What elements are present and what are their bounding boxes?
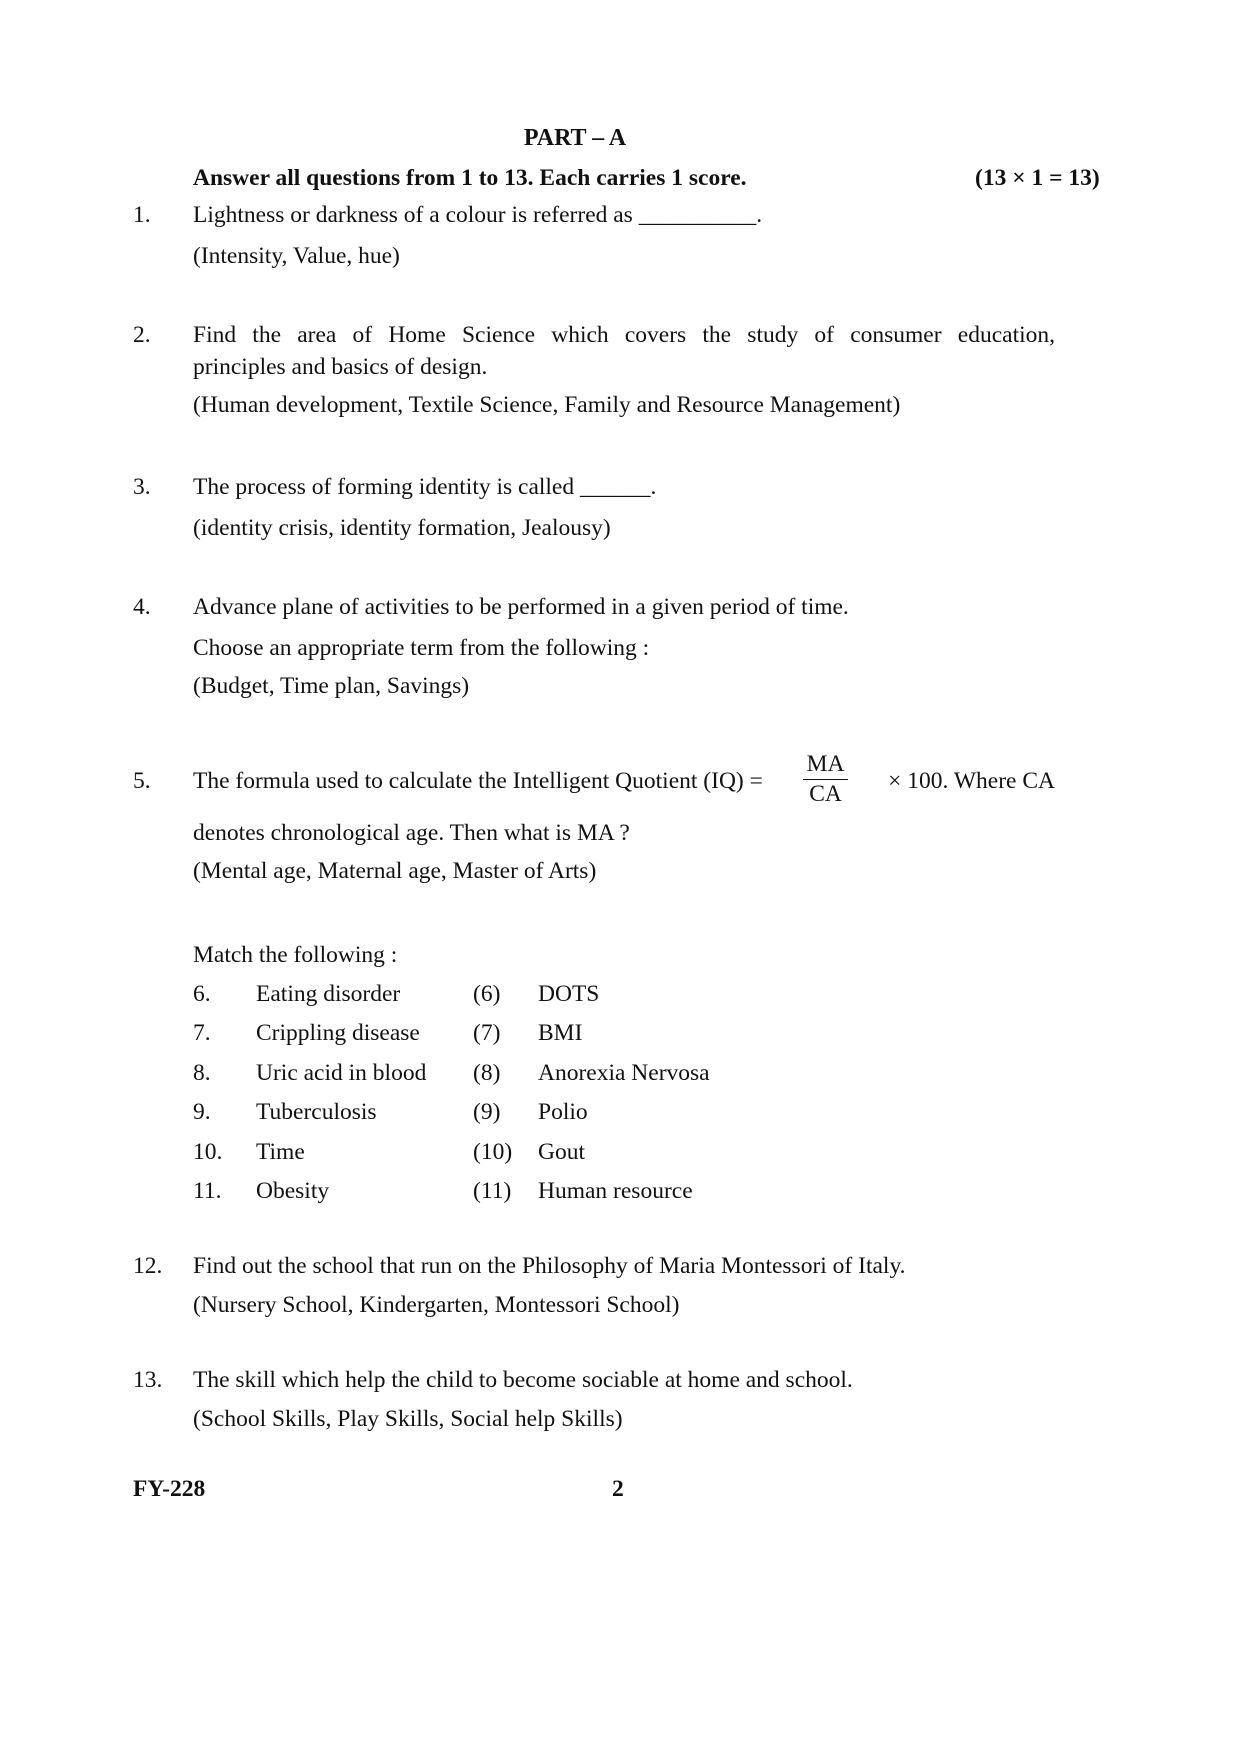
question-text-continued: principles and basics of design.	[193, 353, 488, 380]
fraction-numerator: MA	[803, 750, 849, 780]
question-options: (School Skills, Play Skills, Social help Skills)	[193, 1405, 623, 1432]
paper-code: FY-228	[133, 1476, 206, 1502]
match-left-number: 11.	[193, 1178, 222, 1204]
question-options: (Intensity, Value, hue)	[193, 242, 400, 269]
match-left-item: Obesity	[256, 1178, 330, 1204]
match-left-number: 6.	[193, 981, 211, 1007]
match-left-number: 10.	[193, 1139, 223, 1165]
question-text: Advance plane of activities to be performed in a given period of time.	[193, 594, 849, 620]
question-number: 4.	[133, 594, 151, 620]
question-options: (Mental age, Maternal age, Master of Arts)	[193, 858, 597, 885]
question-number: 5.	[133, 768, 151, 794]
match-right-number: (9)	[473, 1099, 501, 1125]
question-text: The formula used to calculate the Intelligent Quotient (IQ) =	[193, 768, 763, 795]
question-number: 3.	[133, 474, 151, 500]
match-right-item: Anorexia Nervosa	[538, 1060, 710, 1086]
question-instruction: Choose an appropriate term from the following :	[193, 634, 650, 661]
question-text: The skill which help the child to become sociable at home and school.	[193, 1367, 853, 1393]
match-left-number: 8.	[193, 1060, 211, 1086]
match-right-number: (7)	[473, 1020, 501, 1046]
page-number: 2	[612, 1476, 624, 1502]
question-options: (Nursery School, Kindergarten, Montessori School)	[193, 1291, 680, 1318]
match-right-number: (10)	[473, 1139, 513, 1165]
match-left-number: 7.	[193, 1020, 211, 1046]
question-text-after-fraction: × 100. Where CA	[888, 768, 1055, 795]
match-left-number: 9.	[193, 1099, 211, 1125]
match-right-item: Polio	[538, 1099, 588, 1125]
match-right-number: (11)	[473, 1178, 512, 1204]
question-options: (Budget, Time plan, Savings)	[193, 673, 470, 700]
match-right-item: DOTS	[538, 981, 600, 1007]
part-title: PART – A	[523, 125, 627, 151]
match-left-item: Time	[256, 1139, 305, 1165]
question-number: 13.	[133, 1367, 163, 1393]
match-left-item: Crippling disease	[256, 1020, 420, 1046]
match-right-number: (6)	[473, 981, 501, 1007]
match-right-item: Human resource	[538, 1178, 693, 1204]
match-left-item: Uric acid in blood	[256, 1060, 427, 1086]
question-text: The process of forming identity is called ______.	[193, 474, 657, 500]
match-left-item: Eating disorder	[256, 981, 401, 1007]
iq-formula-line	[193, 752, 1055, 812]
match-right-item: Gout	[538, 1139, 585, 1165]
question-text: Lightness or darkness of a colour is referred as __________.	[193, 202, 763, 228]
match-the-following-title: Match the following :	[193, 942, 398, 968]
question-options: (identity crisis, identity formation, Jealousy)	[193, 514, 611, 541]
match-right-number: (8)	[473, 1060, 501, 1086]
question-number: 12.	[133, 1253, 163, 1279]
question-options: (Human development, Textile Science, Family and Resource Management)	[193, 392, 901, 419]
marks-allocation: (13 × 1 = 13)	[975, 165, 1100, 191]
ma-over-ca-fraction	[803, 750, 849, 810]
question-text: Find the area of Home Science which covers the study of consumer education,	[193, 322, 1055, 348]
match-left-item: Tuberculosis	[256, 1099, 377, 1125]
question-number: 1.	[133, 202, 151, 228]
instructions: Answer all questions from 1 to 13. Each carries 1 score.	[193, 165, 747, 191]
question-number: 2.	[133, 322, 151, 348]
question-text: Find out the school that run on the Philosophy of Maria Montessori of Italy.	[193, 1253, 906, 1279]
question-text-continued: denotes chronological age. Then what is MA ?	[193, 819, 630, 846]
fraction-denominator: CA	[809, 781, 842, 808]
match-right-item: BMI	[538, 1020, 583, 1046]
